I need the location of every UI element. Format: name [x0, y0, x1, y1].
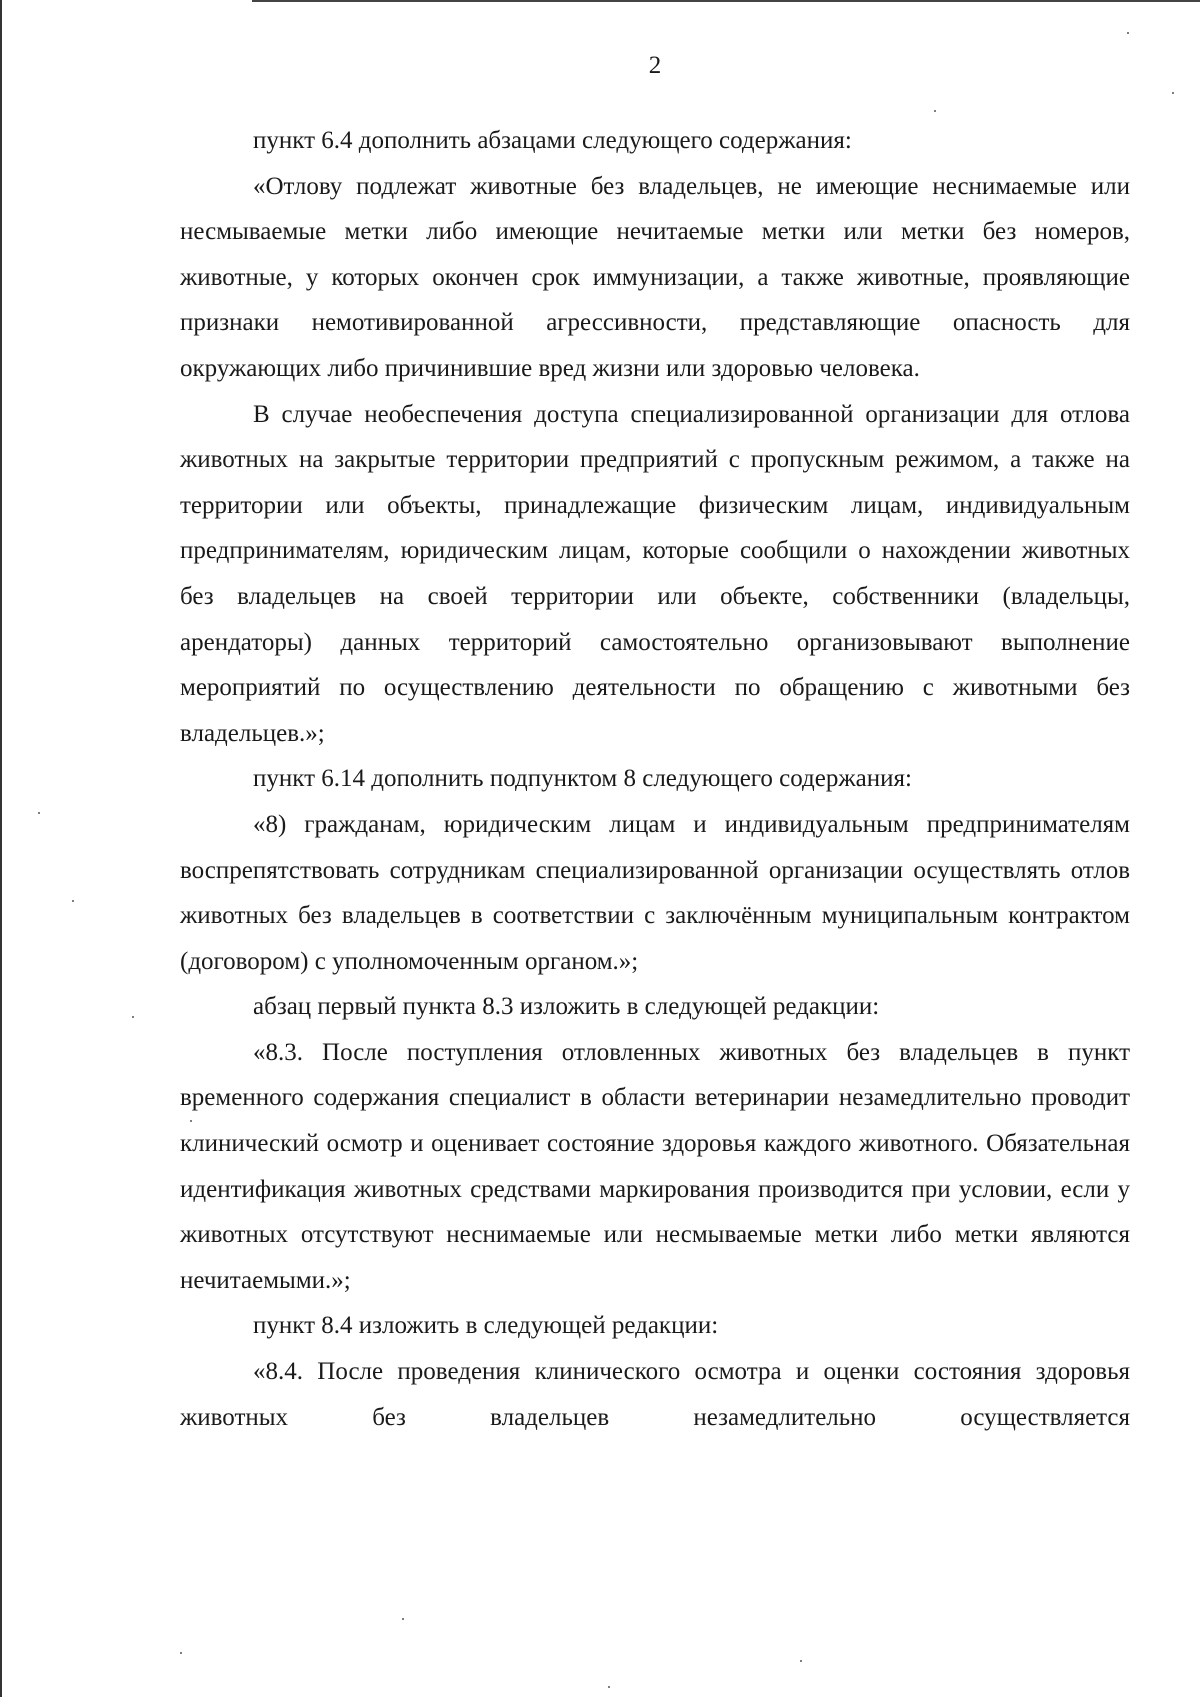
paragraph: В случае необеспечения доступа специализированной организации для отлова животных на закрытые территории предприятий с пропускным режимом, а также на территории или объекты, принадлежащие физическим лицам, индивидуальным предпринимателям, юридическим лицам, которые сообщили о нахождении животных без владельцев на своей территории или объекте, собственники (владельцы, арендаторы) данных территорий самостоятельно организовывают выполнение мероприятий по осуществлению деятельности по обращению с животными без владельцев.»; — [180, 400, 1130, 747]
paragraph: пункт 6.4 дополнить абзацами следующего содержания: — [253, 127, 852, 154]
scan-speck — [402, 1618, 404, 1620]
paragraph: «8.3. После поступления отловленных животных без владельцев в пункт временного содержания специалист в области ветеринарии незамедлительно проводит клинический осмотр и оценивает состояние здоровья каждого животного. Обязательная идентификация животных средствами маркирования производится при условии, если у животных отсутствуют неснимаемые или несмываемые метки либо метки являются нечитаемыми.»; — [180, 1038, 1130, 1294]
scan-speck — [38, 812, 40, 814]
scan-speck — [132, 1016, 134, 1018]
scan-speck — [934, 110, 936, 112]
paragraph: пункт 6.14 дополнить подпунктом 8 следующего содержания: — [253, 765, 912, 793]
document-body — [180, 118, 1130, 1440]
scan-edge-top — [252, 0, 1200, 2]
scan-speck — [1127, 32, 1129, 34]
page-number: 2 — [648, 52, 662, 79]
scan-speck — [1172, 92, 1174, 94]
scan-speck — [72, 900, 74, 902]
paragraph: «Отлову подлежат животные без владельцев, не имеющие неснимаемые или несмываемые метки либо имеющие нечитаемые метки или метки без номеров, животные, у которых окончен срок иммунизации, а также животные, проявляющие признаки немотивированной агрессивности, представляющие опасность для окружающих либо причинившие вред жизни или здоровью человека. — [180, 172, 1130, 382]
paragraph: «8) гражданам, юридическим лицам и индивидуальным предпринимателям воспрепятствовать сотрудникам специализированной организации осуществлять отлов животных без владельцев в соответствии с заключённым муниципальным контрактом (договором) с уполномоченным органом.»; — [180, 810, 1130, 975]
scan-edge-left — [0, 0, 2, 1697]
scan-speck — [180, 1652, 182, 1654]
paragraph: абзац первый пункта 8.3 изложить в следующей редакции: — [253, 993, 880, 1021]
scan-speck — [800, 1660, 802, 1662]
paragraph: «8.4. После проведения клинического осмотра и оценки состояния здоровья животных без владельцев незамедлительно осуществляется — [180, 1358, 1130, 1431]
scan-speck — [608, 1686, 610, 1688]
paragraph: пункт 8.4 изложить в следующей редакции: — [253, 1312, 719, 1340]
